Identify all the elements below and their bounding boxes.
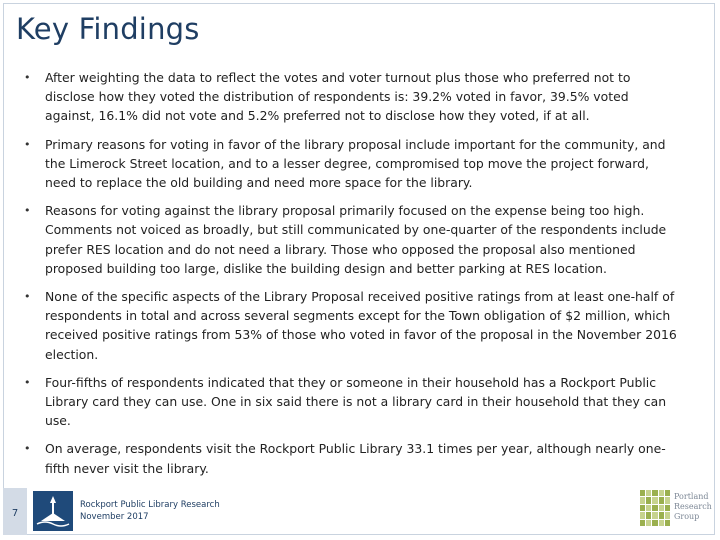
footer-caption [80,499,220,523]
bullet-icon: • [24,71,31,84]
finding-text: Four-fifths of respondents indicated that they or someone in their household has a Rockport Public Library card they can use. One in six said there is not a library card in their household that they can use. [45,374,667,429]
library-logo-icon [33,491,73,531]
slide-title: Key Findings [16,12,200,46]
prg-logo-text [674,492,712,522]
prg-logo-line-1: Portland [674,492,709,501]
finding-item [22,201,682,278]
finding-item [22,287,682,364]
prg-logo [640,490,712,530]
finding-item [22,373,682,431]
findings-list [22,68,682,487]
finding-item [22,135,682,193]
bullet-icon: • [24,204,31,218]
footer-line-2: November 2017 [80,512,149,522]
finding-item [22,68,682,126]
bullet-icon: • [24,137,31,151]
prg-logo-line-2: Research [674,502,712,511]
finding-text: None of the specific aspects of the Library Proposal received positive ratings from at least one-half of respondents in total and across several segments except for the Town obligation of $2 million, which received positive ratings from 53% of those who voted in favor of the proposal in the November 2016 election. [45,289,677,362]
finding-text: After weighting the data to reflect the votes and voter turnout plus those who preferred not to disclose how they voted the distribution of respondents is: 39.2% voted in favor, 39.5% voted against, 16.1% did not vote and 5.2% preferred not to disclose how they voted, if at all. [45,70,631,124]
prg-grid-icon [640,490,670,526]
footer-line-1: Rockport Public Library Research [80,500,220,510]
bullet-icon: • [24,442,31,456]
finding-text: Primary reasons for voting in favor of the library proposal include important for the community, and the Limerock Street location, and to a lesser degree, compromised top move the project forward, need to replace the old building and need more space for the library. [45,136,666,191]
bullet-icon: • [24,375,31,389]
finding-item [22,439,682,477]
prg-logo-line-3: Group [674,512,700,521]
bullet-icon: • [24,290,31,304]
page-number: 7 [11,508,19,519]
finding-text: Reasons for voting against the library proposal primarily focused on the expense being too high. Comments not voiced as broadly, but still communicated by one-quarter of the respondents include prefer RES location and do not need a library. Those who opposed the proposal also mentioned proposed building too large, dislike the building design and better parking at RES location. [45,203,667,276]
finding-text: On average, respondents visit the Rockport Public Library 33.1 times per year, although nearly one-fifth never visit the library. [45,441,666,476]
